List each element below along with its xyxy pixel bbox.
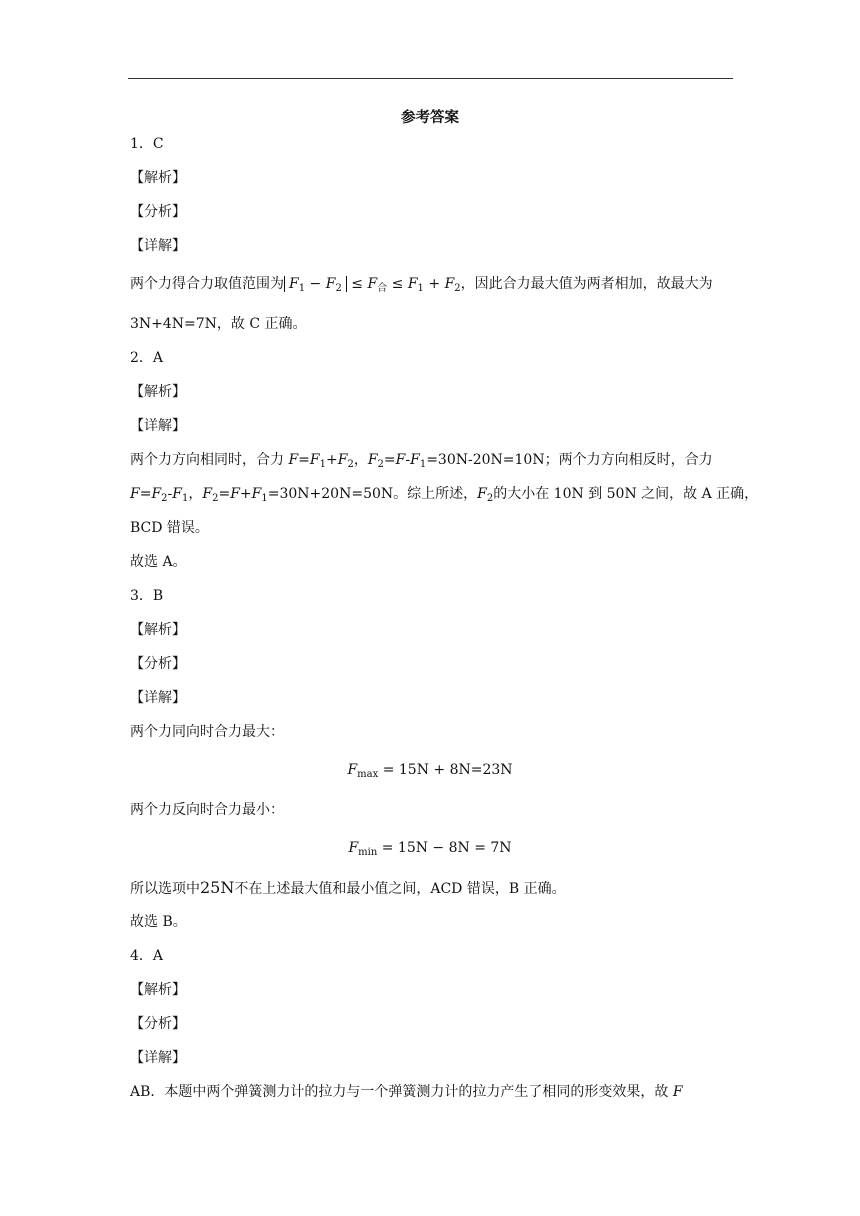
q3-equation-max: $F_{max} = 15N + 8N=23N$ <box>347 762 513 780</box>
q1-tag-breakdown: 【分析】 <box>130 204 186 220</box>
q2-text-line2: $F=F_2-F_1$，$F_2=F+F_1=30N+20N=50N$。综上所述，$F_2$的大小在 10N 到 50N 之间，故 A 正确， <box>130 486 759 504</box>
q4-answer: 4．A <box>130 948 164 964</box>
q3-equation-min: $F_{min} = 15N - 8N = 7N$ <box>348 840 512 858</box>
q3-tag-breakdown: 【分析】 <box>130 656 186 672</box>
q4-tag-analysis: 【解析】 <box>130 982 186 998</box>
q3-text-result: 所以选项中25N不在上述最大值和最小值之间，ACD 错误，B 正确。 <box>130 878 566 897</box>
page-title: 参考答案 <box>401 109 459 126</box>
q2-text-line1: 两个力方向相同时，合力 $F=F_1+F_2$，$F_2=F-F_1=30N-20N=10N$；两个力方向相反时，合力 <box>130 452 713 470</box>
q2-conclusion: 故选 A。 <box>130 554 187 570</box>
q3-tag-detail: 【详解】 <box>130 690 186 706</box>
q4-text-line1: AB．本题中两个弹簧测力计的拉力与一个弹簧测力计的拉力产生了相同的形变效果，故 F <box>130 1084 683 1100</box>
header-rule <box>128 78 733 79</box>
q3-tag-analysis: 【解析】 <box>130 622 186 638</box>
q1-tag-detail: 【详解】 <box>130 238 186 254</box>
q1-formula: $F_1 - F_2$ <box>284 276 347 292</box>
q2-tag-analysis: 【解析】 <box>130 384 186 400</box>
q3-conclusion: 故选 B。 <box>130 914 187 930</box>
q4-tag-detail: 【详解】 <box>130 1050 186 1066</box>
q1-text-line1: 两个力得合力取值范围为 $F_1 - F_2 \le F_合 \le F_1 + F_2$，因此合力最大值为两者相加，故最大为 <box>130 276 713 294</box>
q2-answer: 2．A <box>130 350 164 366</box>
q1-tag-analysis: 【解析】 <box>130 170 186 186</box>
q3-text-min: 两个力反向时合力最小： <box>130 802 284 818</box>
q1-text-line2: 3N+4N=7N，故 C 正确。 <box>130 316 307 332</box>
q2-text-line3: BCD 错误。 <box>130 520 209 536</box>
q3-answer: 3．B <box>130 588 164 604</box>
q3-text-max: 两个力同向时合力最大： <box>130 724 284 740</box>
q1-answer: 1．C <box>130 136 164 152</box>
q4-tag-breakdown: 【分析】 <box>130 1016 186 1032</box>
q2-tag-detail: 【详解】 <box>130 418 186 434</box>
